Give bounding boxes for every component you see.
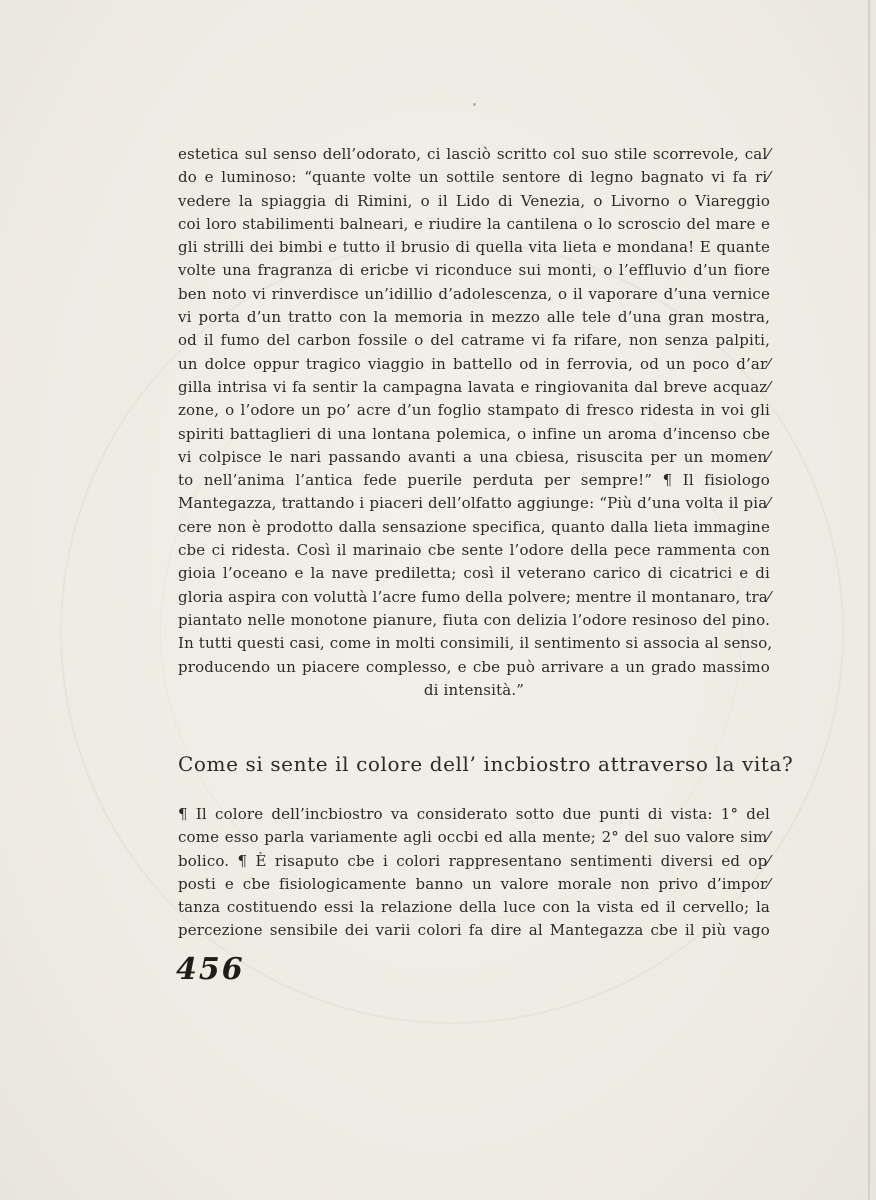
page-number: 456 xyxy=(176,952,245,987)
body-paragraph-2 xyxy=(178,803,770,943)
text-line: gioia l’oceano e la nave prediletta; così il veterano carico di cicatrici e di xyxy=(178,564,770,583)
page-edge xyxy=(868,0,870,1200)
text-line: posti e cbe fisiologicamente banno un valore morale non privo d’impor⁄ xyxy=(178,874,770,893)
text-line: ¶ Il colore dell’incbiostro va considerato sotto due punti di vista: 1° del xyxy=(178,805,770,823)
text-line: Mantegazza, trattando i piaceri dell’olfatto aggiunge: “Più d’una volta il pia⁄ xyxy=(178,494,770,513)
text-line: vi porta d’un tratto con la memoria in mezzo alle tele d’una gran mostra, xyxy=(178,308,770,327)
text-line: do e luminoso: “quante volte un sottile sentore di legno bagnato vi fa ri⁄ xyxy=(178,168,770,187)
text-line: In tutti questi casi, come in molti consimili, il sentimento si associa al senso, xyxy=(178,634,773,653)
text-line: gilla intrisa vi fa sentir la campagna lavata e ringiovanita dal breve acquaz⁄ xyxy=(178,377,770,396)
text-line: gloria aspira con voluttà l’acre fumo della polvere; mentre il montanaro, tra⁄ xyxy=(178,587,771,606)
text-line: zone, o l’odore un po’ acre d’un foglio stampato di fresco ridesta in voi gli xyxy=(178,401,770,420)
text-line: un dolce oppur tragico viaggio in battello od in ferrovia, od un poco d’ar⁄ xyxy=(178,354,770,373)
body-paragraph-1 xyxy=(178,143,773,702)
text-line: tanza costituendo essi la relazione della luce con la vista ed il cervello; la xyxy=(178,898,770,917)
text-line: cere non è prodotto dalla sensazione specifica, quanto dalla lieta immagine xyxy=(178,517,770,536)
text-line: come esso parla variamente agli occbi ed alla mente; 2° del suo valore sim⁄ xyxy=(178,828,770,847)
text-line: od il fumo del carbon fossile o del catrame vi fa rifare, non senza palpiti, xyxy=(178,331,770,350)
text-line: gli strilli dei bimbi e tutto il brusio di quella vita lieta e mondana! E quante xyxy=(178,238,770,257)
text-line: to nell’anima l’antica fede puerile perduta per sempre!” ¶ Il fisiologo xyxy=(178,471,770,490)
section-heading: Come si sente il colore dell’ incbiostro attraverso la vita? xyxy=(178,752,794,776)
ink-dot xyxy=(473,103,476,106)
text-line: vedere la spiaggia di Rimini, o il Lido di Venezia, o Livorno o Viareggio xyxy=(178,191,770,210)
text-line: estetica sul senso dell’odorato, ci lasciò scritto col suo stile scorrevole, cal⁄ xyxy=(178,145,770,163)
text-line: vi colpisce le nari passando avanti a una cbiesa, risuscita per un momen⁄ xyxy=(178,447,770,466)
text-line: cbe ci ridesta. Così il marinaio cbe sente l’odore della pece rammenta con xyxy=(178,541,770,560)
text-line-last: di intensità.” xyxy=(423,680,525,699)
text-line: spiriti battaglieri di una lontana polemica, o infine un aroma d’incenso cbe xyxy=(178,424,770,443)
text-line: percezione sensibile dei varii colori fa dire al Mantegazza cbe il più vago xyxy=(178,921,770,940)
text-line: bolico. ¶ È risaputo cbe i colori rappresentano sentimenti diversi ed op⁄ xyxy=(178,851,770,870)
text-line: volte una fragranza di ericbe vi riconduce sui monti, o l’effluvio d’un fiore xyxy=(178,261,770,280)
text-line: piantato nelle monotone pianure, fiuta con delizia l’odore resinoso del pino. xyxy=(178,610,770,629)
text-line: producendo un piacere complesso, e cbe può arrivare a un grado massimo xyxy=(178,657,770,676)
text-line: coi loro stabilimenti balneari, e riudire la cantilena o lo scroscio del mare e xyxy=(178,214,770,233)
text-line: ben noto vi rinverdisce un’idillio d’adolescenza, o il vaporare d’una vernice xyxy=(178,284,770,303)
